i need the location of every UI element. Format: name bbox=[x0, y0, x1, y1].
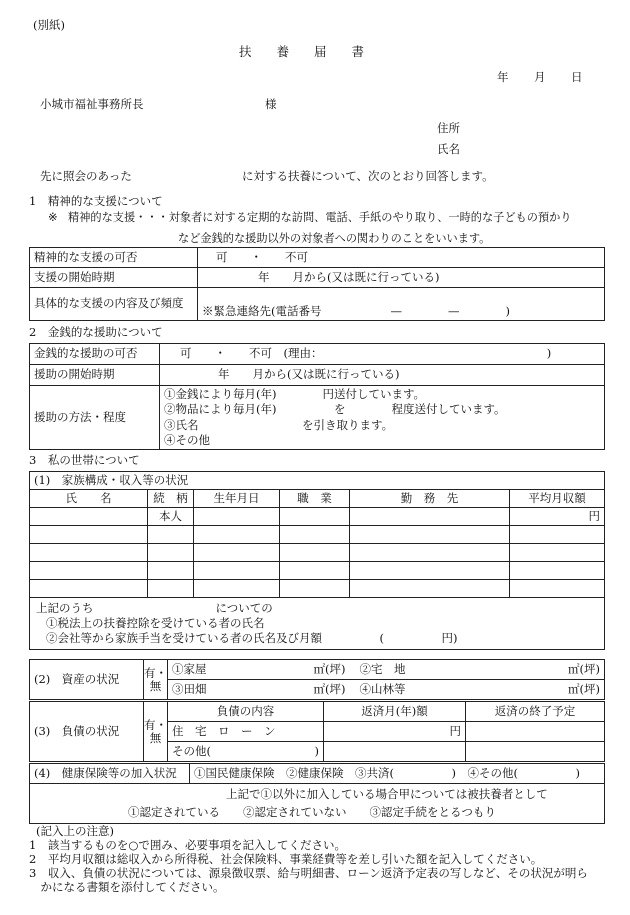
col-relation: 続 柄 bbox=[148, 490, 194, 508]
note-3: 3 収入、負債の状況については、源泉徴収票、給与明細書、ローン返済予定表の写しなど、その状況が明ら bbox=[29, 866, 588, 880]
family-row-1-relation: 本人 bbox=[148, 508, 194, 526]
asset-house-unit: ㎡(坪) bbox=[298, 660, 350, 680]
notes-heading: (記入上の注意) bbox=[36, 824, 114, 838]
insurance-table bbox=[29, 763, 605, 824]
family-row-1-yen: 円 bbox=[510, 508, 605, 526]
debt-other-end[interactable] bbox=[465, 742, 604, 762]
table-row bbox=[30, 526, 605, 544]
table-row bbox=[30, 544, 605, 562]
appendix-label: (別紙) bbox=[33, 18, 65, 32]
col-workplace: 勤 務 先 bbox=[350, 490, 510, 508]
addressee-honorific: 様 bbox=[265, 97, 277, 111]
insurance-status: ①認定されている ②認定されていない ③認定手続をとるつもり bbox=[128, 804, 496, 819]
document-title: 扶 養 届 書 bbox=[239, 44, 365, 59]
s2-method-item-1: ①金銭により毎月(年) 円送付しています。 bbox=[164, 387, 426, 402]
date-day: 日 bbox=[571, 70, 583, 84]
s1-label-start: 支援の開始時期 bbox=[30, 268, 198, 288]
s2-method-item-3: ③氏名 を引き取ります。 bbox=[164, 417, 394, 432]
s2-method-item-4: ④その他 bbox=[164, 432, 210, 447]
deduction-middle: についての bbox=[215, 600, 273, 615]
section1-heading: 1 精神的な支援について bbox=[29, 194, 163, 208]
family-row-1-job[interactable] bbox=[280, 508, 350, 526]
assets-label: (2) 資産の状況 bbox=[30, 660, 144, 700]
s2-method-item-2: ②物品により毎月(年) を 程度送付しています。 bbox=[164, 402, 506, 417]
asset-forest: ④山林等 bbox=[350, 680, 490, 700]
s2-value-possible: 可 ・ 不可 (理由： ) bbox=[160, 344, 605, 365]
s2-label-method: 援助の方法・程度 bbox=[30, 386, 160, 450]
debts-table bbox=[29, 701, 605, 762]
s1-value-start: 年 月から(又は既に行っている) bbox=[198, 268, 605, 288]
deduction-item-2: ②会社等から家族手当を受けている者の氏名及び月額 ( 円) bbox=[46, 631, 458, 646]
section1-note-line1: 精神的な支援・・・対象者に対する定期的な訪問、電話、手紙のやり取り、一時的な子どもの預かり bbox=[68, 211, 572, 224]
debts-label: (3) 負債の状況 bbox=[30, 702, 144, 762]
asset-field: ③田畑 bbox=[168, 680, 298, 700]
table-row bbox=[30, 562, 605, 580]
debt-col-end: 返済の終了予定 bbox=[465, 702, 604, 722]
debt-housing-end[interactable] bbox=[465, 722, 604, 742]
s2-method-list bbox=[160, 386, 605, 450]
section3-heading: 3 私の世帯について bbox=[29, 453, 140, 467]
date-month: 月 bbox=[534, 70, 546, 84]
family-heading: (1) 家族構成・収入等の状況 bbox=[30, 472, 605, 490]
family-row-1-name[interactable] bbox=[30, 508, 148, 526]
s2-value-start: 年 月から(又は既に行っている) bbox=[160, 365, 605, 386]
section1-note-mark: ※ bbox=[48, 210, 58, 224]
insurance-note-block bbox=[30, 784, 605, 824]
deduction-item-1: ①税法上の扶養控除を受けている者の氏名 bbox=[46, 615, 265, 630]
family-row-1-work[interactable] bbox=[350, 508, 510, 526]
section1-note-line2: など金銭的な援助以外の対象者への関わりのことをいいます。 bbox=[178, 232, 491, 245]
debt-col-monthly: 返済月(年)額 bbox=[323, 702, 465, 722]
s1-value-content: ※緊急連絡先(電話番号 — — ) bbox=[198, 288, 605, 321]
table-row bbox=[30, 580, 605, 598]
insurance-label: (4) 健康保険等の加入状況 bbox=[30, 764, 190, 784]
s1-value-possible: 可 ・ 不可 bbox=[198, 248, 605, 268]
addressee: 小城市福祉事務所長 bbox=[40, 97, 144, 111]
debts-has-none: 有・無 bbox=[144, 702, 168, 762]
debt-row-housing: 住 宅 ロ ー ン bbox=[168, 722, 324, 742]
col-name: 氏 名 bbox=[30, 490, 148, 508]
section1-table bbox=[29, 247, 605, 321]
debt-housing-yen: 円 bbox=[323, 722, 465, 742]
deduction-prefix: 上記のうち bbox=[36, 600, 94, 615]
name-label: 氏名 bbox=[437, 142, 460, 156]
asset-land-unit: ㎡(坪) bbox=[490, 660, 605, 680]
section2-table bbox=[29, 343, 605, 450]
note-1: 1 該当するものを○で囲み、必要事項を記入してください。 bbox=[29, 838, 347, 852]
asset-forest-unit: ㎡(坪) bbox=[490, 680, 605, 700]
section2-heading: 2 金銭的な援助について bbox=[29, 325, 163, 339]
address-label: 住所 bbox=[437, 121, 460, 135]
insurance-options: ①国民健康保険 ②健康保険 ③共済( ) ④その他( ) bbox=[190, 764, 605, 784]
intro-prefix: 先に照会のあった bbox=[40, 169, 132, 183]
col-income: 平均月収額 bbox=[510, 490, 605, 508]
intro-suffix: に対する扶養について、次のとおり回答します。 bbox=[242, 169, 494, 183]
note-3-cont: かになる書類を添付してください。 bbox=[29, 880, 225, 894]
s2-label-start: 援助の開始時期 bbox=[30, 365, 160, 386]
assets-has-none: 有・無 bbox=[144, 660, 168, 700]
asset-land: ②宅 地 bbox=[350, 660, 490, 680]
family-row-1-birth[interactable] bbox=[194, 508, 280, 526]
deduction-block bbox=[30, 598, 605, 650]
debt-other-monthly[interactable] bbox=[323, 742, 465, 762]
col-occupation: 職 業 bbox=[280, 490, 350, 508]
note-2: 2 平均月収額は総収入から所得税、社会保険料、事業経費等を差し引いた額を記入してください。 bbox=[29, 852, 543, 866]
s1-label-possible: 精神的な支援の可否 bbox=[30, 248, 198, 268]
s1-label-content: 具体的な支援の内容及び頻度 bbox=[30, 288, 198, 321]
asset-field-unit: ㎡(坪) bbox=[298, 680, 350, 700]
debt-row-other: その他( ) bbox=[168, 742, 324, 762]
date-year: 年 bbox=[497, 70, 509, 84]
asset-house: ①家屋 bbox=[168, 660, 298, 680]
assets-table bbox=[29, 659, 605, 700]
s2-label-possible: 金銭的な援助の可否 bbox=[30, 344, 160, 365]
insurance-note: 上記で①以外に加入している場合甲については被扶養者として bbox=[226, 786, 548, 801]
col-birthdate: 生年月日 bbox=[194, 490, 280, 508]
family-table bbox=[29, 471, 605, 650]
debt-col-content: 負債の内容 bbox=[168, 702, 324, 722]
